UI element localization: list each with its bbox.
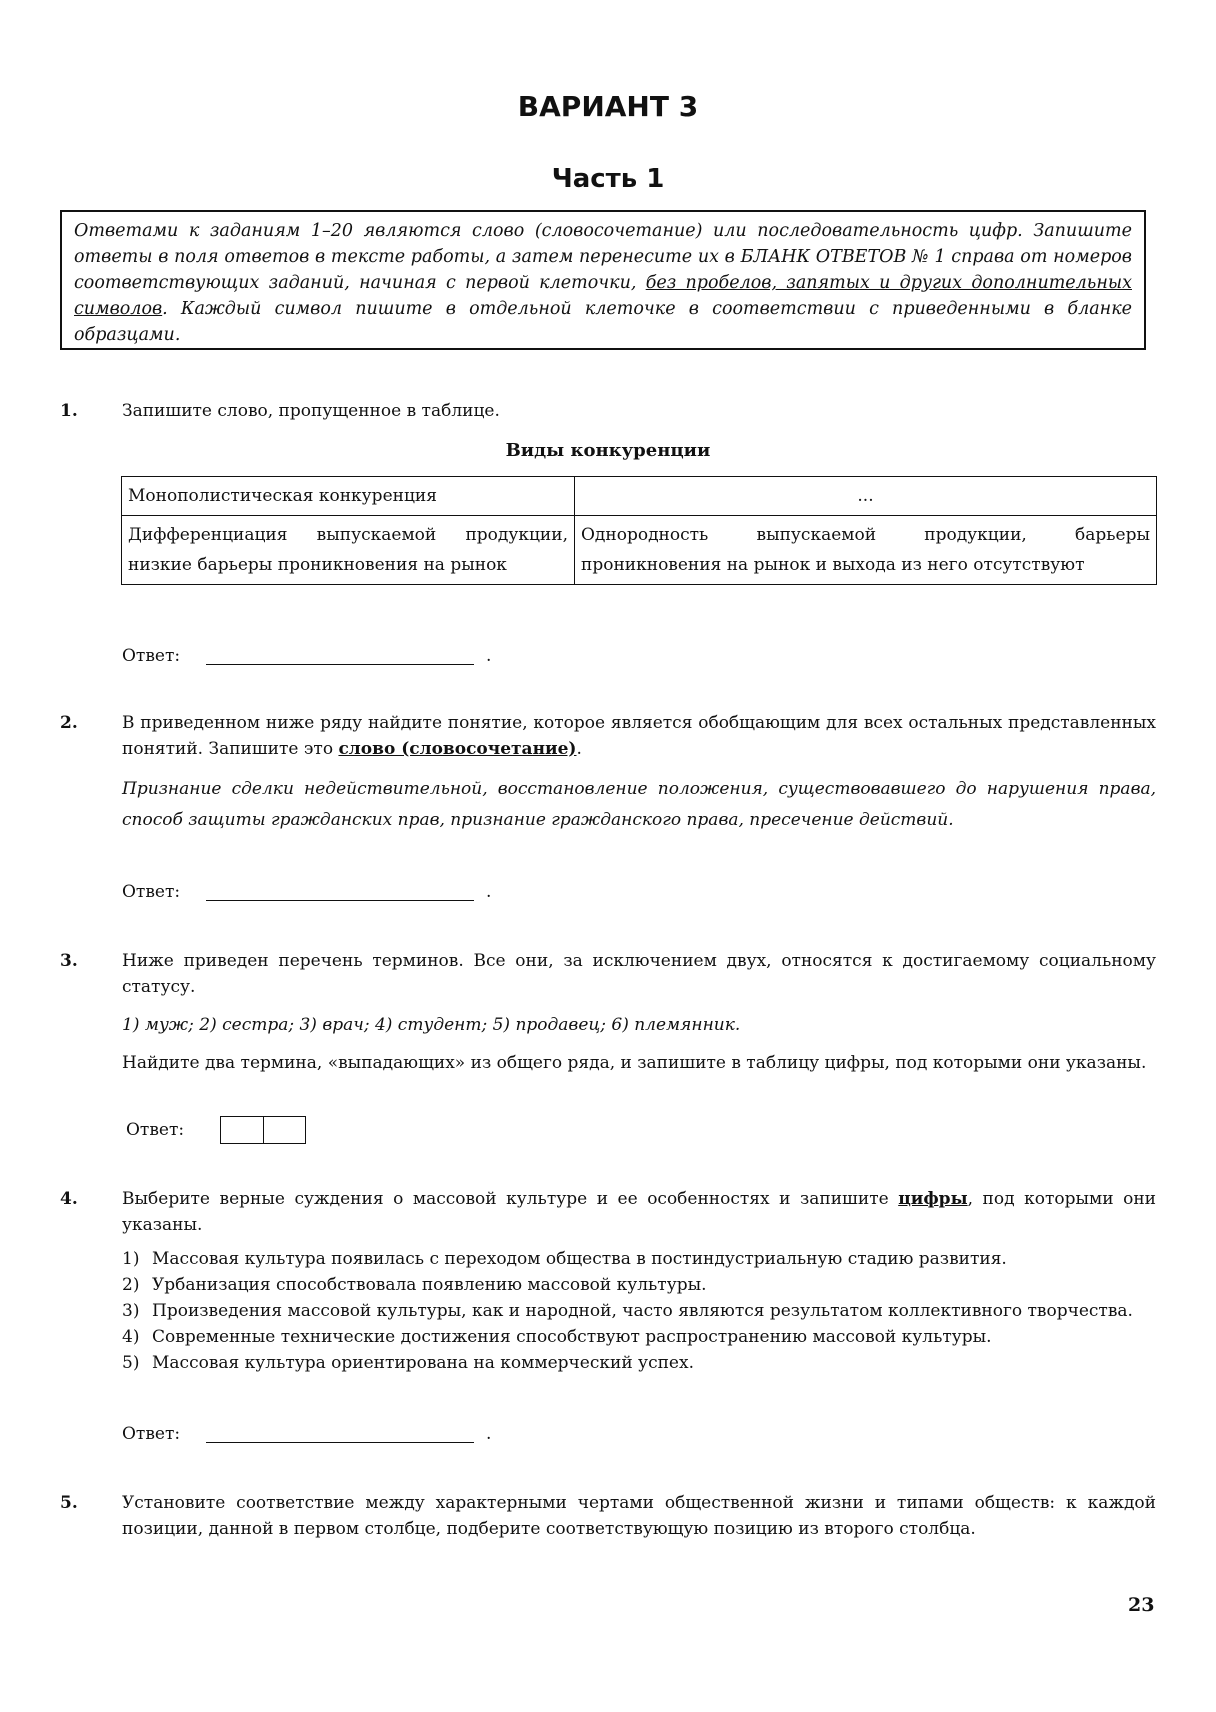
question-text-b: . [576, 739, 582, 759]
option-number: 2) [122, 1275, 140, 1295]
question-4 [60, 1186, 1156, 1376]
table-title: Виды конкуренции [505, 440, 711, 461]
option-number: 5) [122, 1353, 140, 1373]
table-cell: Монополистическая конкуренция [122, 477, 575, 516]
question-number: 3. [60, 951, 78, 971]
question-text: Установите соответствие между характерными чертами общественной жизни и типами обществ: к каждой позиции, данной в первом столбце, подберите соответствующую позицию из второго столбца. [122, 1493, 1156, 1539]
option-text: Урбанизация способствовала появлению массовой культуры. [152, 1275, 707, 1295]
answer-cell-divider [263, 1117, 264, 1143]
option-text: Современные технические достижения способствуют распространению массовой культуры. [152, 1327, 992, 1347]
answer-line[interactable] [206, 664, 474, 665]
instructions-text-a: Ответами к заданиям 1–20 являются слово (словосочетание) или последовательность цифр. Запишите ответы в поля ответов в тексте работы, а затем перенесите их в БЛАНК ОТВЕТОВ № 1 справа от номеров соответствующих заданий, начиная с первой клеточки, [74, 221, 1132, 293]
answer-label: Ответ: [122, 882, 181, 902]
page-number: 23 [1128, 1594, 1155, 1616]
variant-title: ВАРИАНТ 3 [517, 90, 699, 123]
options-list [122, 1246, 1156, 1376]
answer-period: . [486, 1424, 492, 1444]
question-text [122, 1186, 1156, 1238]
question-text-bold: цифры [898, 1189, 968, 1209]
option-number: 1) [122, 1249, 140, 1269]
question-text-bold: слово (словосочетание) [338, 739, 577, 759]
list-item [122, 1298, 1156, 1324]
question-text-b: , под которыми они указаны. [122, 1189, 1156, 1235]
answer-label: Ответ: [122, 646, 181, 666]
answer-label: Ответ: [122, 1424, 181, 1444]
question-number: 4. [60, 1189, 78, 1209]
table-cell: Однородность выпускаемой продукции, барьеры проникновения на рынок и выхода из него отсутствуют [575, 516, 1157, 585]
question-5 [60, 1490, 1156, 1542]
list-item [122, 1272, 1156, 1298]
question-term-list: Признание сделки недействительной, восстановление положения, существовавшего до нарушения права, способ защиты гражданских прав, признание гражданского права, пресечение действий. [122, 779, 1156, 830]
answer-period: . [486, 882, 492, 902]
option-text: Массовая культура ориентирована на коммерческий успех. [152, 1353, 694, 1373]
part-title: Часть 1 [551, 164, 665, 194]
list-item [122, 1324, 1156, 1350]
answer-line[interactable] [206, 900, 474, 901]
question-2 [60, 710, 1156, 836]
instructions-text-b: . Каждый символ пишите в отдельной клеточке в соответствии с приведенными в бланке образцами. [74, 299, 1132, 345]
table-row [122, 477, 1157, 516]
answer-line[interactable] [206, 1442, 474, 1443]
question-term-list: 1) муж; 2) сестра; 3) врач; 4) студент; 5) продавец; 6) племянник. [122, 1015, 741, 1035]
question-number: 2. [60, 713, 78, 733]
question-task: Найдите два термина, «выпадающих» из общего ряда, и запишите в таблицу цифры, под которыми они указаны. [122, 1053, 1147, 1073]
list-item [122, 1350, 1156, 1376]
question-number: 1. [60, 401, 78, 421]
option-number: 3) [122, 1301, 140, 1321]
question-number: 5. [60, 1493, 78, 1513]
list-item [122, 1246, 1156, 1272]
competition-table [121, 476, 1157, 585]
instructions-box [60, 210, 1146, 350]
option-text: Произведения массовой культуры, как и народной, часто являются результатом коллективного творчества. [152, 1301, 1133, 1321]
question-text [122, 710, 1156, 762]
answer-label: Ответ: [126, 1120, 185, 1140]
table-row [122, 516, 1157, 585]
answer-period: . [486, 646, 492, 666]
answer-cells[interactable] [220, 1116, 306, 1144]
question-text: Ниже приведен перечень терминов. Все они, за исключением двух, относятся к достигаемому социальному статусу. [122, 951, 1156, 997]
question-text: Запишите слово, пропущенное в таблице. [122, 401, 500, 421]
table-cell-missing: ... [575, 477, 1157, 516]
question-1 [60, 398, 1156, 424]
option-number: 4) [122, 1327, 140, 1347]
question-text-a: Выберите верные суждения о массовой культуре и ее особенностях и запишите [122, 1189, 899, 1209]
table-cell: Дифференциация выпускаемой продукции, низкие барьеры проникновения на рынок [122, 516, 575, 585]
option-text: Массовая культура появилась с переходом общества в постиндустриальную стадию развития. [152, 1249, 1007, 1269]
instructions-underlined: без пробелов, запятых и других дополнительных символов [74, 273, 1132, 319]
question-text-a: В приведенном ниже ряду найдите понятие, которое является обобщающим для всех остальных представленных понятий. Запишите это [122, 713, 1156, 759]
question-3 [60, 948, 1156, 1076]
